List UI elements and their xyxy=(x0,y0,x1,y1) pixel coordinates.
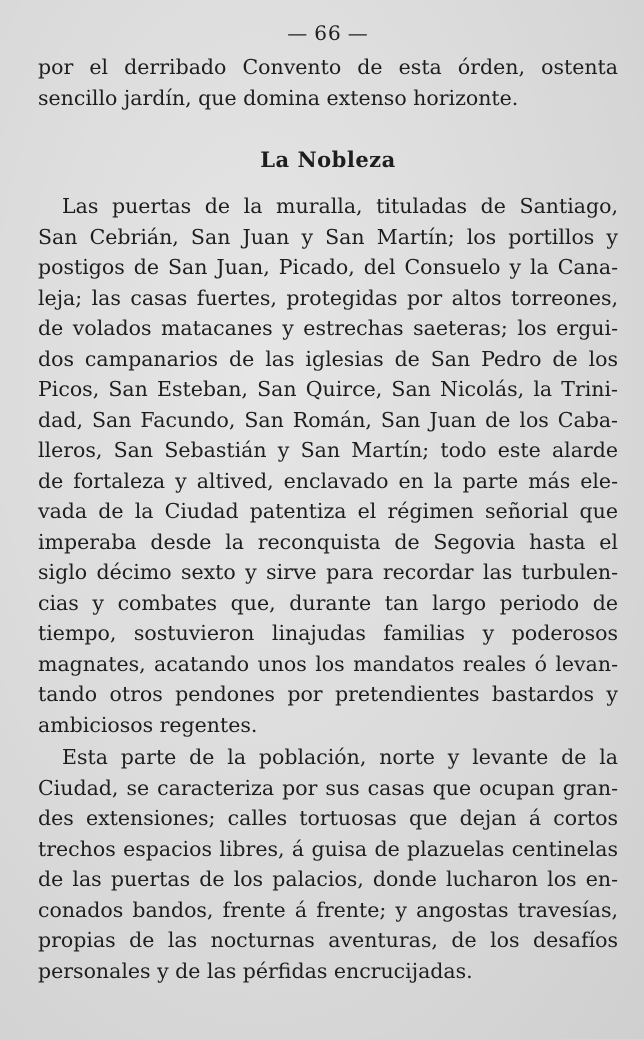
text-line: de volados matacanes y estrechas saeteras; los ergui- xyxy=(38,316,618,340)
carryover-paragraph xyxy=(38,52,618,113)
section-heading: La Nobleza xyxy=(260,147,396,172)
text-line: postigos de San Juan, Picado, del Consuelo y la Cana- xyxy=(38,255,618,279)
folio-dash-left: — xyxy=(287,21,309,45)
text-line: imperaba desde la reconquista de Segovia hasta el xyxy=(38,529,618,554)
text-line: de fortaleza y altived, enclavado en la parte más ele- xyxy=(38,468,618,493)
text-line: Esta parte de la población, norte y levante de la xyxy=(62,745,618,769)
text-line: dos campanarios de las iglesias de San Pedro de los xyxy=(38,346,618,371)
text-line: dad, San Facundo, San Román, San Juan de los Caba- xyxy=(38,407,618,432)
text-line: de las puertas de los palacios, donde lucharon los en- xyxy=(38,867,618,891)
text-line: conados bandos, frente á frente; y angostas travesías, xyxy=(38,897,618,922)
text-line: tiempo, sostuvieron linajudas familias y poderosos xyxy=(38,621,618,645)
paragraph-1 xyxy=(38,191,618,740)
text-line: siglo décimo sexto y sirve para recordar las turbulen- xyxy=(38,560,618,584)
page-number xyxy=(38,18,618,52)
text-line: cias y combates que, durante tan largo periodo de xyxy=(38,590,618,615)
text-line: Las puertas de la muralla, tituladas de Santiago, xyxy=(62,194,618,218)
text-line: Ciudad, se caracteriza por sus casas que ocupan gran- xyxy=(38,775,618,800)
text-line: magnates, acatando unos los mandatos reales ó levan- xyxy=(38,651,618,676)
text-line: propias de las nocturnas aventuras, de los desafíos xyxy=(38,928,618,952)
text-line: personales y de las pérfidas encrucijadas. xyxy=(38,958,473,983)
text-line: sencillo jardín, que domina extenso horizonte. xyxy=(38,85,519,110)
paragraph-2 xyxy=(38,742,618,986)
text-line: vada de la Ciudad patentiza el régimen señorial que xyxy=(38,499,618,523)
text-line: lleros, San Sebastián y San Martín; todo este alarde xyxy=(38,438,618,462)
book-page xyxy=(38,18,618,1023)
text-line: des extensiones; calles tortuosas que dejan á cortos xyxy=(38,806,618,830)
text-line: Picos, San Esteban, San Quirce, San Nicolás, la Trini- xyxy=(38,377,618,401)
text-line: ambiciosos regentes. xyxy=(38,712,258,737)
text-line: San Cebrián, San Juan y San Martín; los portillos y xyxy=(38,224,618,249)
text-line: por el derribado Convento de esta órden, ostenta xyxy=(38,55,618,79)
text-line: tando otros pendones por pretendientes bastardos y xyxy=(38,682,618,706)
page-number-value: 66 xyxy=(314,21,342,45)
text-line: leja; las casas fuertes, protegidas por altos torreones, xyxy=(38,285,618,310)
folio-dash-right: — xyxy=(347,21,369,45)
text-line: trechos espacios libres, á guisa de plazuelas centinelas xyxy=(38,836,618,861)
